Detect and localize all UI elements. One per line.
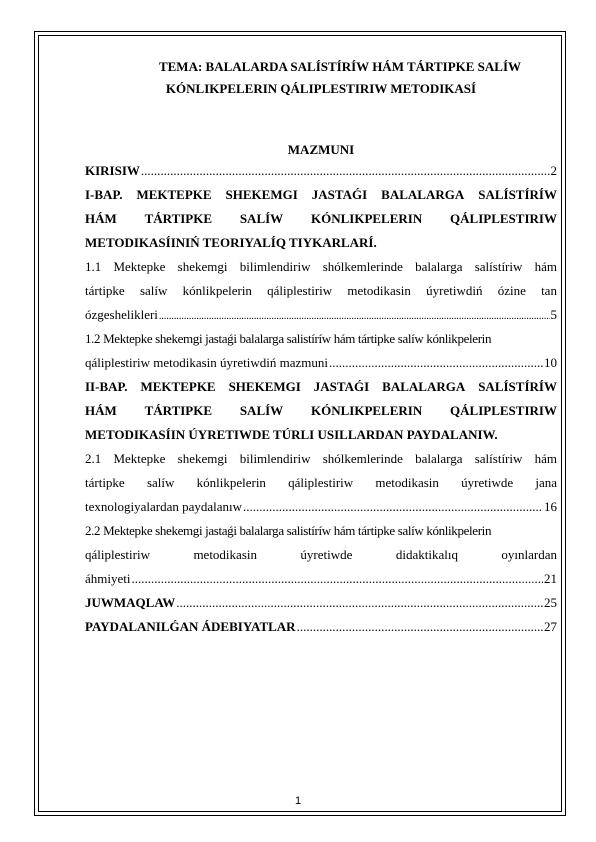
- toc-entry-conclusion[interactable]: [85, 595, 557, 611]
- toc-word: balalarga: [415, 259, 463, 274]
- toc-chapter-2-line-3[interactable]: METODIKASÍIN ÚYRETIWDE TÚRLI USILLARDAN PAYDALANIW.: [85, 427, 498, 442]
- toc-chapter-1-line-3[interactable]: METODIKASÍINIŃ TEORIYALÍQ TIYKARLARÍ.: [85, 235, 377, 250]
- document-title-line-2: KÓNLIKPELERIN QÁLIPLESTIRIW METODIKASÍ: [165, 81, 477, 96]
- toc-chapter-2-line-1[interactable]: [85, 379, 557, 395]
- toc-word: jana: [535, 475, 557, 490]
- toc-word: hám: [534, 259, 557, 274]
- toc-word: I-BAP.: [85, 187, 123, 202]
- toc-word: SALÍW: [239, 211, 284, 226]
- toc-word: JASTAǴI: [311, 187, 368, 202]
- toc-leader: [329, 355, 543, 371]
- toc-section-2-1-line-2[interactable]: [85, 475, 557, 491]
- toc-section-1-2-line-1[interactable]: 1.2 Mektepke shekemgi jastaǵi balalarga salistíríw hám tártipke salíw kónlikpelerin: [85, 331, 492, 346]
- toc-word: HÁM: [85, 403, 117, 418]
- toc-word: SALÍW: [239, 403, 284, 418]
- toc-word: QÁLIPLESTIRIW: [450, 211, 557, 226]
- toc-page-number: 2: [550, 163, 557, 178]
- toc-label: KIRISIW: [85, 163, 140, 178]
- toc-leader: [176, 595, 543, 611]
- toc-word: kónlikpelerin: [182, 283, 252, 298]
- toc-word: úyretiwdiń: [426, 283, 483, 298]
- toc-word: qáliplestiriw: [288, 475, 354, 490]
- toc-page-number: 21: [544, 571, 557, 586]
- toc-word: TÁRTIPKE: [144, 211, 213, 226]
- toc-section-2-1-line-3[interactable]: [85, 499, 557, 515]
- toc-word: TÁRTIPKE: [144, 403, 213, 418]
- toc-word: II-BAP.: [85, 379, 128, 394]
- toc-word: shólkemlerinde: [322, 451, 403, 466]
- toc-leader: [132, 571, 544, 587]
- toc-word: BALALARGA: [382, 379, 466, 394]
- toc-word: MEKTEPKE: [136, 187, 212, 202]
- toc-section-1-1-line-2[interactable]: [85, 283, 557, 299]
- page-number: 1: [294, 795, 302, 807]
- toc-label: JUWMAQLAW: [85, 595, 176, 610]
- toc-word: kónlikpelerin: [196, 475, 266, 490]
- toc-word: qáliplestiriw: [267, 283, 333, 298]
- toc-page-number: 27: [544, 619, 557, 634]
- toc-word: BALALARGA: [381, 187, 465, 202]
- toc-section-2-2-line-3[interactable]: [85, 571, 557, 587]
- toc-word: MEKTEPKE: [140, 379, 216, 394]
- toc-entry-intro[interactable]: [85, 163, 557, 179]
- toc-word: Mektepke: [113, 259, 166, 274]
- toc-label: áhmiyeti: [85, 571, 131, 586]
- toc-word: 1.1: [85, 259, 102, 274]
- toc-word: shekemgi: [177, 259, 228, 274]
- toc-word: úyretiwde: [461, 475, 514, 490]
- toc-word: salístíriw: [474, 259, 523, 274]
- toc-word: ózine: [497, 283, 526, 298]
- toc-word: oyınlardan: [501, 547, 557, 562]
- toc-word: balalarga: [415, 451, 463, 466]
- toc-word: bilimlendiriw: [239, 259, 311, 274]
- toc-chapter-1-line-2[interactable]: [85, 211, 557, 227]
- toc-word: metodikasin: [347, 283, 411, 298]
- toc-page-number: 5: [550, 307, 557, 322]
- toc-section-1-2-line-2[interactable]: [85, 355, 557, 371]
- toc-word: bilimlendiriw: [239, 451, 311, 466]
- toc-section-1-1-line-3[interactable]: [85, 307, 557, 325]
- toc-word: hám: [534, 451, 557, 466]
- toc-word: didaktikalıq: [395, 547, 458, 562]
- toc-word: SALÍSTÍRÍW: [478, 187, 557, 202]
- toc-word: salístíriw: [474, 451, 523, 466]
- toc-word: QÁLIPLESTIRIW: [450, 403, 557, 418]
- toc-label: texnologiyalardan paydalanıw: [85, 499, 243, 514]
- toc-leader: [243, 499, 543, 515]
- toc-leader: [141, 163, 550, 179]
- toc-section-2-2-line-1[interactable]: 2.2 Mektepke shekemgi jastaǵi balalarga salistíríw hám tártipke salíw kónlikpelerin: [85, 523, 492, 538]
- toc-word: SHEKEMGI: [228, 379, 301, 394]
- toc-label: ózgeshelikleri: [85, 307, 158, 322]
- toc-word: shólkemlerinde: [322, 259, 403, 274]
- toc-section-2-2-line-2[interactable]: [85, 547, 557, 563]
- toc-word: 2.1: [85, 451, 102, 466]
- toc-section-2-1-line-1[interactable]: [85, 451, 557, 467]
- toc-page-number: 25: [544, 595, 557, 610]
- toc-leader: [159, 307, 550, 325]
- toc-word: qáliplestiriw: [85, 547, 150, 562]
- toc-word: SALÍSTÍRÍW: [478, 379, 557, 394]
- toc-word: tan: [541, 283, 557, 298]
- toc-entry-references[interactable]: [85, 619, 557, 635]
- toc-label: qáliplestiriw metodikasin úyretiwdiń mazmuni: [85, 355, 328, 370]
- toc-word: HÁM: [85, 211, 117, 226]
- toc-word: shekemgi: [177, 451, 228, 466]
- toc-word: KÓNLIKPELERIN: [310, 403, 423, 418]
- toc-word: metodikasin: [375, 475, 439, 490]
- toc-word: SHEKEMGI: [225, 187, 298, 202]
- toc-section-1-1-line-1[interactable]: [85, 259, 557, 275]
- toc-chapter-2-line-2[interactable]: [85, 403, 557, 419]
- toc-word: úyretiwde: [300, 547, 353, 562]
- toc-word: JASTAǴI: [313, 379, 370, 394]
- toc-leader: [297, 619, 543, 635]
- toc-word: tártipke: [85, 283, 125, 298]
- toc-label: PAYDALANILǴAN ÁDEBIYATLAR: [85, 619, 296, 634]
- toc-word: salíw: [139, 283, 168, 298]
- toc-word: salíw: [146, 475, 175, 490]
- toc-page-number: 10: [544, 355, 557, 370]
- contents-heading: MAZMUNI: [287, 142, 355, 157]
- toc-word: Mektepke: [113, 451, 166, 466]
- toc-chapter-1-line-1[interactable]: [85, 187, 557, 203]
- toc-word: tártipke: [85, 475, 125, 490]
- toc-page-number: 16: [544, 499, 557, 514]
- toc-word: metodikasin: [193, 547, 257, 562]
- document-title-line-1: TEMA: BALALARDA SALÍSTÍRÍW HÁM TÁRTIPKE SALÍW: [158, 59, 522, 74]
- toc-word: KÓNLIKPELERIN: [310, 211, 423, 226]
